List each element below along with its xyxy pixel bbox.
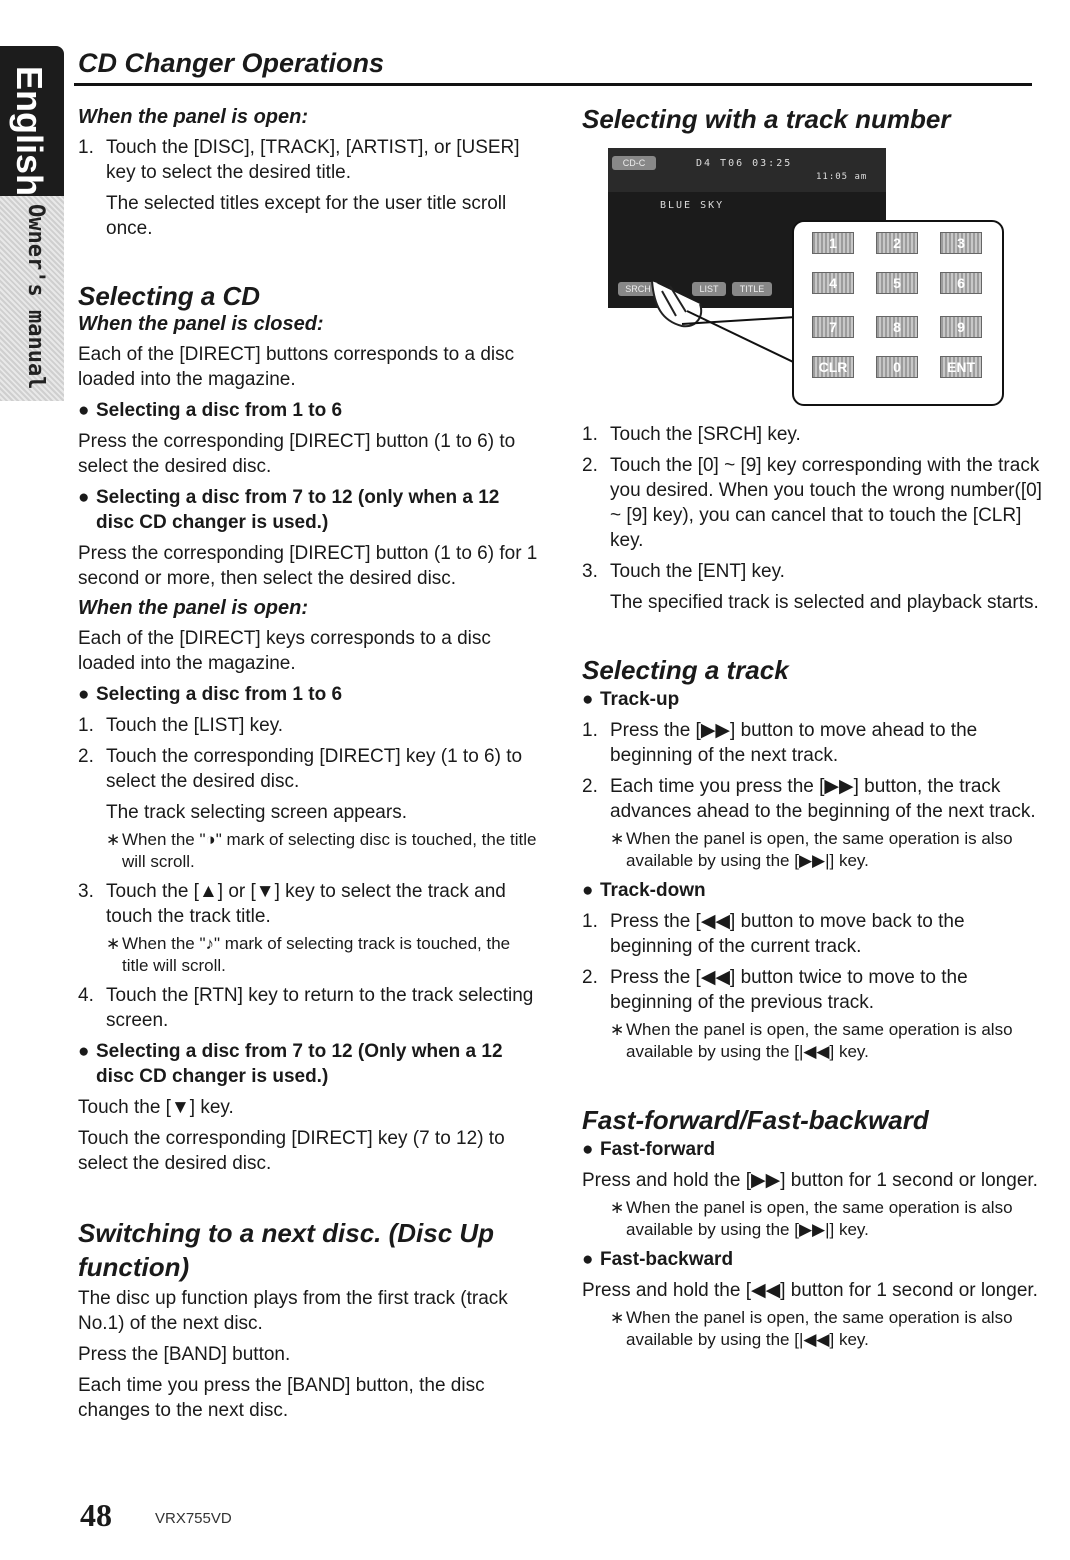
key-2[interactable]: 2: [876, 232, 918, 254]
model-number: VRX755VD: [155, 1510, 232, 1527]
left-column: [78, 100, 538, 1423]
panel-open-heading: When the panel is open:: [78, 106, 309, 128]
step: 2. Press the [◀◀] button twice to move to the beginning of the previous track.: [582, 967, 968, 1013]
bullet-heading: ● Fast-forward: [582, 1137, 1042, 1162]
key-7[interactable]: 7: [812, 316, 854, 338]
key-4[interactable]: 4: [812, 272, 854, 294]
manual-label: Owner's manual: [23, 204, 48, 390]
numeric-keypad: [792, 220, 1004, 406]
screen-status: D4 T06 03:25: [696, 158, 793, 169]
step: 1. Press the [▶▶] button to move ahead to the beginning of the next track.: [582, 720, 978, 766]
paragraph: Touch the [▼] key.: [78, 1097, 234, 1118]
panel-open-heading: When the panel is open:: [78, 597, 309, 619]
track-number-figure: [582, 148, 1042, 418]
step: 4. Touch the [RTN] key to return to the track selecting screen.: [78, 985, 534, 1031]
bullet-heading: ● Track-up: [582, 687, 1042, 712]
screen-clock: 11:05 am: [816, 172, 868, 182]
section-title-disc-up: Switching to a next disc. (Disc Up function): [78, 1218, 495, 1282]
paragraph: The track selecting screen appears.: [106, 802, 407, 823]
bullet-heading: ● Fast-backward: [582, 1247, 1042, 1272]
step: 2. Touch the [0] ~ [9] key corresponding with the track you desired. When you touch the wrong number([0] ~ [9] key), you can cancel that to touch the [CLR] key.: [582, 455, 1042, 551]
paragraph: The selected titles except for the user title scroll once.: [106, 193, 507, 239]
section-title-selecting-cd: Selecting a CD: [78, 281, 261, 311]
step: 3. Touch the [▲] or [▼] key to select the track and touch the track title.: [78, 881, 506, 927]
paragraph: Press the corresponding [DIRECT] button (1 to 6) to select the desired disc.: [78, 431, 516, 477]
note: ∗ When the "♪" mark of selecting track is touched, the title will scroll.: [106, 933, 538, 977]
key-6[interactable]: 6: [940, 272, 982, 294]
paragraph: Press the corresponding [DIRECT] button (1 to 6) for 1 second or more, then select the desired disc.: [78, 543, 538, 589]
page-title: CD Changer Operations: [78, 48, 385, 78]
bullet-heading: ● Track-down: [582, 878, 1042, 903]
language-tab: [0, 46, 64, 390]
note: ∗ When the panel is open, the same operation is also available by using the [|◀◀] key.: [610, 1019, 1042, 1063]
paragraph: Each of the [DIRECT] buttons corresponds to a disc loaded into the magazine.: [78, 344, 515, 390]
key-8[interactable]: 8: [876, 316, 918, 338]
step: 1. Touch the [DISC], [TRACK], [ARTIST], or [USER] key to select the desired title.: [78, 137, 520, 183]
paragraph: The specified track is selected and playback starts.: [610, 592, 1039, 613]
key-5[interactable]: 5: [876, 272, 918, 294]
bullet-heading: ● Selecting a disc from 7 to 12 (only when a 12 disc CD changer is used.): [78, 485, 538, 535]
section-title-fast: Fast-forward/Fast-backward: [582, 1105, 929, 1135]
step: 2. Each time you press the [▶▶] button, the track advances ahead to the beginning of the next track.: [582, 776, 1036, 822]
screen-title-button[interactable]: TITLE: [732, 282, 772, 296]
page-number: 48: [80, 1497, 112, 1533]
paragraph: Press and hold the [▶▶] button for 1 second or longer.: [582, 1170, 1038, 1191]
paragraph: The disc up function plays from the first track (track No.1) of the next disc.: [78, 1288, 508, 1334]
section-title-selecting-track: Selecting a track: [582, 655, 789, 685]
screen-status-bar: [608, 148, 886, 192]
mode-badge: CD-C: [612, 156, 656, 170]
panel-closed-heading: When the panel is closed:: [78, 313, 324, 335]
screen-srch-button[interactable]: SRCH: [618, 282, 658, 296]
key-9[interactable]: 9: [940, 316, 982, 338]
bullet-heading: ● Selecting a disc from 1 to 6: [78, 398, 538, 423]
step: 1. Touch the [LIST] key.: [78, 715, 284, 736]
paragraph: Touch the corresponding [DIRECT] key (7 to 12) to select the desired disc.: [78, 1128, 505, 1174]
language-label: English: [9, 66, 50, 197]
paragraph: Press the [BAND] button.: [78, 1344, 291, 1365]
paragraph: Each time you press the [BAND] button, the disc changes to the next disc.: [78, 1375, 485, 1421]
step: 2. Touch the corresponding [DIRECT] key (1 to 6) to select the desired disc.: [78, 746, 523, 792]
key-3[interactable]: 3: [940, 232, 982, 254]
key-clr[interactable]: CLR: [812, 356, 854, 378]
key-0[interactable]: 0: [876, 356, 918, 378]
step: 1. Press the [◀◀] button to move back to the beginning of the current track.: [582, 911, 965, 957]
screen-track-title: BLUE SKY: [660, 200, 725, 211]
bullet-heading: ● Selecting a disc from 1 to 6: [78, 682, 538, 707]
note: ∗ When the "◑" mark of selecting disc is touched, the title will scroll.: [106, 829, 538, 873]
bullet-heading: ● Selecting a disc from 7 to 12 (Only when a 12 disc CD changer is used.): [78, 1039, 538, 1089]
paragraph: Each of the [DIRECT] keys corresponds to a disc loaded into the magazine.: [78, 628, 491, 674]
paragraph: Press and hold the [◀◀] button for 1 second or longer.: [582, 1280, 1038, 1301]
key-1[interactable]: 1: [812, 232, 854, 254]
key-ent[interactable]: ENT: [940, 356, 982, 378]
note: ∗ When the panel is open, the same operation is also available by using the [▶▶|] key.: [610, 828, 1042, 872]
note: ∗ When the panel is open, the same operation is also available by using the [|◀◀] key.: [610, 1307, 1042, 1351]
screen-list-button[interactable]: LIST: [692, 282, 726, 296]
step: 1. Touch the [SRCH] key.: [582, 424, 801, 445]
step: 3. Touch the [ENT] key.: [582, 561, 785, 582]
right-column: [582, 100, 1042, 1351]
note: ∗ When the panel is open, the same operation is also available by using the [▶▶|] key.: [610, 1197, 1042, 1241]
header-rule: [74, 83, 1032, 86]
section-title-track-number: Selecting with a track number: [582, 104, 951, 134]
